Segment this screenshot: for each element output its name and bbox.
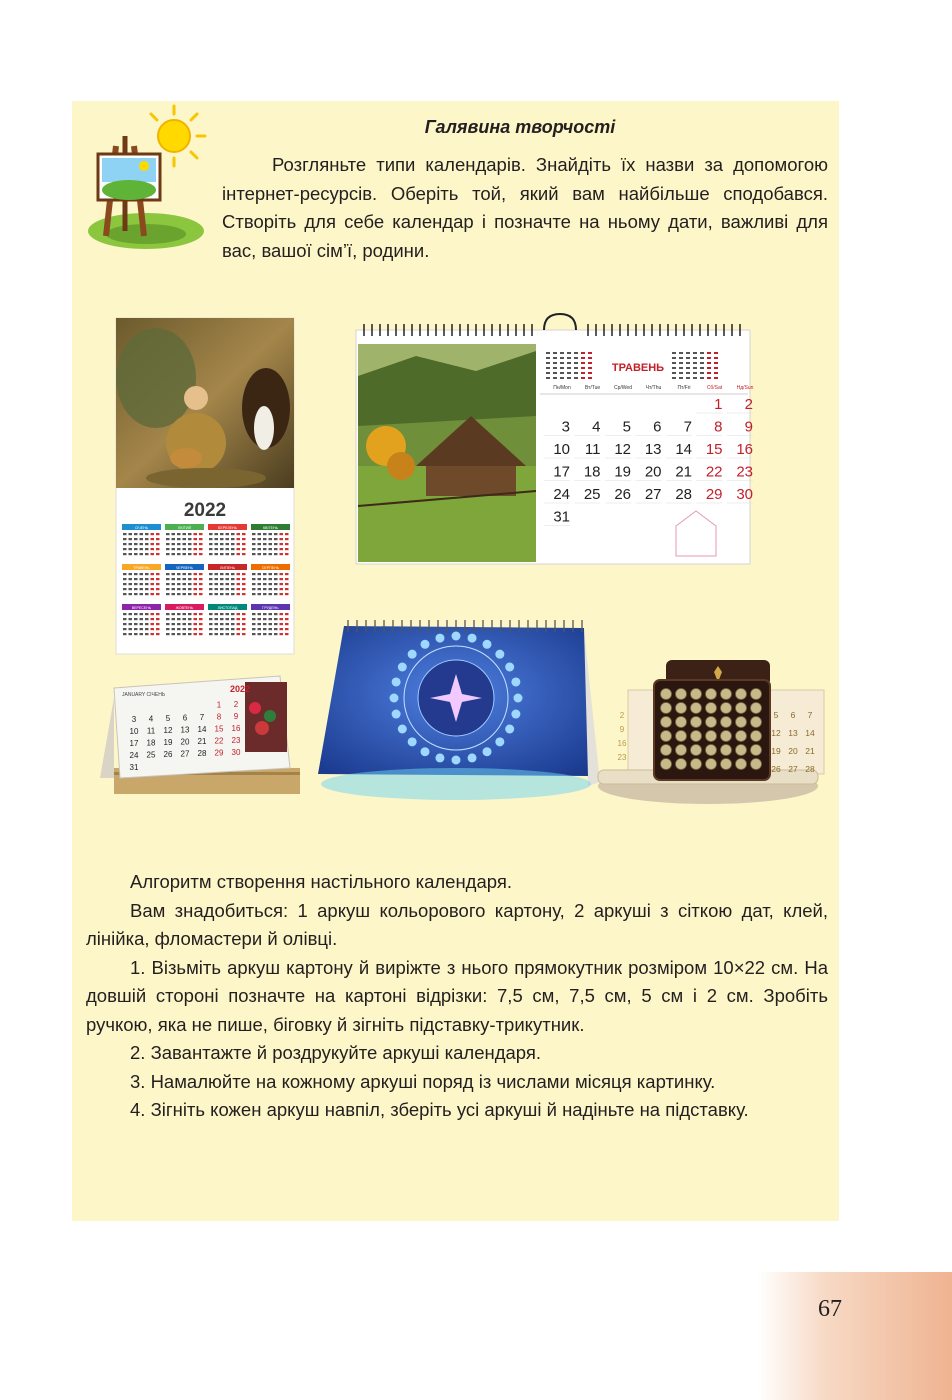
desk-day: 7	[199, 713, 205, 722]
desk-day: 30	[231, 748, 241, 757]
section-title: Галявина творчості	[424, 117, 616, 137]
spiral-day: 5	[622, 418, 631, 436]
spiral-day: 24	[553, 486, 570, 503]
spiral-day: 11	[584, 441, 601, 458]
spiral-day: 9	[744, 418, 753, 436]
spiral-weekday: Ср/Wed	[614, 385, 632, 391]
spiral-day: 23	[736, 463, 753, 481]
spiral-day: 3	[561, 418, 570, 436]
wall-month-label: СІЧЕНЬ	[134, 526, 149, 530]
desk-day: 12	[163, 726, 173, 735]
wood-side-number: 23	[617, 753, 627, 762]
spiral-day: 10	[553, 441, 570, 458]
spiral-day: 22	[705, 463, 723, 481]
desk-day: 9	[233, 712, 239, 721]
spiral-day: 31	[553, 508, 570, 526]
spiral-day: 17	[553, 463, 570, 481]
wall-calendar-year: 2022	[183, 500, 227, 521]
wood-side-number: 5	[773, 710, 779, 720]
desk-day: 15	[214, 724, 224, 734]
wall-month-label: ЖОВТЕНЬ	[175, 606, 194, 610]
desk-calendar-header: JANUARY СІЧЕНЬ	[122, 692, 166, 698]
step-paragraph: Алгоритм створення настільного календаря.	[130, 871, 512, 892]
desk-day: 19	[163, 738, 173, 747]
step-paragraph: 1. Візьміть аркуш картону й виріжте з нього прямокутник розміром 10×22 см. На довшій стороні позначте на картоні відрізки: 7,5 см, 7,5 см, 5 см і 2 см. Зробіть ручкою, яка не пише, біговку й зігніть підставку-трикутник.	[86, 956, 828, 1035]
spiral-weekday: Вт/Tue	[584, 385, 601, 391]
wall-month-label: ГРУДЕНЬ	[262, 606, 279, 610]
desk-day: 23	[231, 736, 241, 745]
wall-month-label: ЛИСТОПАД	[217, 606, 238, 610]
spiral-day: 6	[653, 418, 662, 436]
spiral-day: 4	[592, 418, 601, 436]
wooden-calendar-image	[598, 660, 824, 810]
desk-day: 8	[216, 712, 222, 722]
spiral-day: 15	[705, 441, 723, 458]
spiral-calendar-month: ТРАВЕНЬ	[611, 362, 665, 374]
step-paragraph: Вам знадобиться: 1 аркуш кольорового картону, 2 аркуші з сіткою дат, клей, лінійка, фломастери й олівці.	[86, 899, 828, 949]
step-paragraph: 3. Намалюйте на кожному аркуші поряд із числами місяця картинку.	[130, 1070, 716, 1092]
spiral-day: 12	[614, 441, 631, 458]
spiral-day: 28	[675, 486, 692, 503]
spiral-weekday: Сб/Sat	[706, 385, 723, 391]
spiral-day: 20	[644, 463, 662, 481]
desk-day: 29	[214, 748, 224, 758]
desk-day: 27	[180, 749, 190, 759]
wall-month-label: ТРАВЕНЬ	[133, 566, 150, 570]
desk-day: 10	[129, 727, 139, 736]
spiral-day: 30	[736, 486, 753, 503]
wood-side-number: 16	[617, 739, 627, 748]
wood-side-number: 12	[771, 728, 781, 738]
desk-day: 17	[129, 739, 139, 748]
intro-paragraph: Розгляньте типи календарів. Знайдіть їх назви за допомогою інтернет-ресурсів. Оберіть той, який вам найбільше сподобався. Створіть для себе календар і позначте на ньому дати, важливі для вас, вашої сім’ї, родини.	[222, 154, 828, 261]
easel-sun-icon	[76, 106, 206, 246]
wood-side-number: 21	[805, 746, 815, 756]
spiral-day: 25	[583, 486, 601, 503]
wood-side-number: 9	[619, 725, 625, 734]
spiral-day: 27	[644, 486, 662, 503]
wall-month-label: БЕРЕЗЕНЬ	[218, 526, 237, 530]
page-number: 67	[818, 1296, 842, 1322]
desk-day: 24	[129, 751, 139, 760]
wood-side-number: 20	[788, 746, 798, 756]
zodiac-calendar-image	[318, 606, 600, 792]
step-paragraph: 2. Завантажте й роздрукуйте аркуші календаря.	[130, 1042, 542, 1063]
wood-side-number: 27	[788, 764, 798, 774]
desk-calendar-year: 2022	[230, 684, 251, 694]
spiral-day: 1	[714, 396, 723, 413]
wood-side-number: 19	[771, 746, 781, 756]
step-paragraph: 4. Зігніть кожен аркуш навпіл, зберіть усі аркуші й надіньте на підставку.	[130, 1099, 749, 1120]
desk-day: 18	[146, 738, 156, 748]
spiral-day: 16	[736, 441, 753, 458]
spiral-day: 8	[714, 418, 723, 436]
spiral-day: 19	[614, 463, 631, 481]
desk-day: 13	[180, 725, 190, 735]
wall-month-label: СЕРПЕНЬ	[261, 566, 280, 570]
wood-side-number: 7	[807, 710, 813, 720]
desk-day: 14	[197, 725, 207, 734]
wall-month-label: ЛЮТИЙ	[177, 526, 192, 530]
desk-day: 26	[163, 750, 173, 759]
spiral-weekday: Пн/Mon	[553, 385, 571, 391]
desk-day: 3	[131, 715, 137, 724]
desk-day: 11	[146, 726, 156, 736]
spiral-day: 18	[583, 463, 601, 481]
spiral-day: 7	[683, 418, 692, 436]
wall-month-label: КВІТЕНЬ	[262, 526, 279, 530]
spiral-day: 13	[644, 441, 662, 458]
wood-side-number: 14	[805, 728, 815, 738]
spiral-weekday: Пт/Fri	[677, 385, 691, 391]
spiral-weekday: Чт/Thu	[645, 385, 662, 391]
wood-side-number: 13	[788, 728, 798, 738]
desk-day: 4	[148, 714, 154, 724]
wall-calendar-image	[116, 318, 294, 654]
wall-month-label: ВЕРЕСЕНЬ	[131, 606, 152, 610]
spiral-weekday: Нд/Sun	[736, 385, 754, 391]
wood-side-number: 26	[771, 764, 781, 774]
desk-day: 5	[165, 714, 171, 723]
desk-day: 31	[129, 763, 139, 772]
wood-side-number: 2	[619, 711, 625, 720]
desk-day: 2	[233, 700, 239, 709]
desk-day: 6	[182, 713, 188, 723]
steps-block	[86, 868, 828, 1125]
desk-day: 22	[214, 736, 224, 746]
desk-day: 21	[197, 737, 207, 746]
wood-side-number: 28	[805, 764, 815, 774]
wall-month-label: ЛИПЕНЬ	[220, 566, 235, 570]
spiral-day: 2	[744, 396, 753, 413]
wall-month-label: ЧЕРВЕНЬ	[176, 566, 193, 570]
spiral-day: 14	[675, 441, 692, 458]
spiral-day: 21	[675, 463, 692, 481]
desk-day: 16	[231, 724, 241, 733]
desk-day: 25	[146, 750, 156, 760]
desk-day: 1	[216, 700, 222, 710]
spiral-day: 26	[614, 486, 631, 503]
desk-day: 20	[180, 737, 190, 747]
wood-side-number: 6	[790, 710, 796, 720]
desk-calendar-image	[100, 668, 302, 798]
page-corner-decoration	[758, 1272, 952, 1400]
desk-day: 28	[197, 749, 207, 758]
spiral-calendar-image	[356, 316, 754, 564]
spiral-day: 29	[705, 486, 723, 503]
